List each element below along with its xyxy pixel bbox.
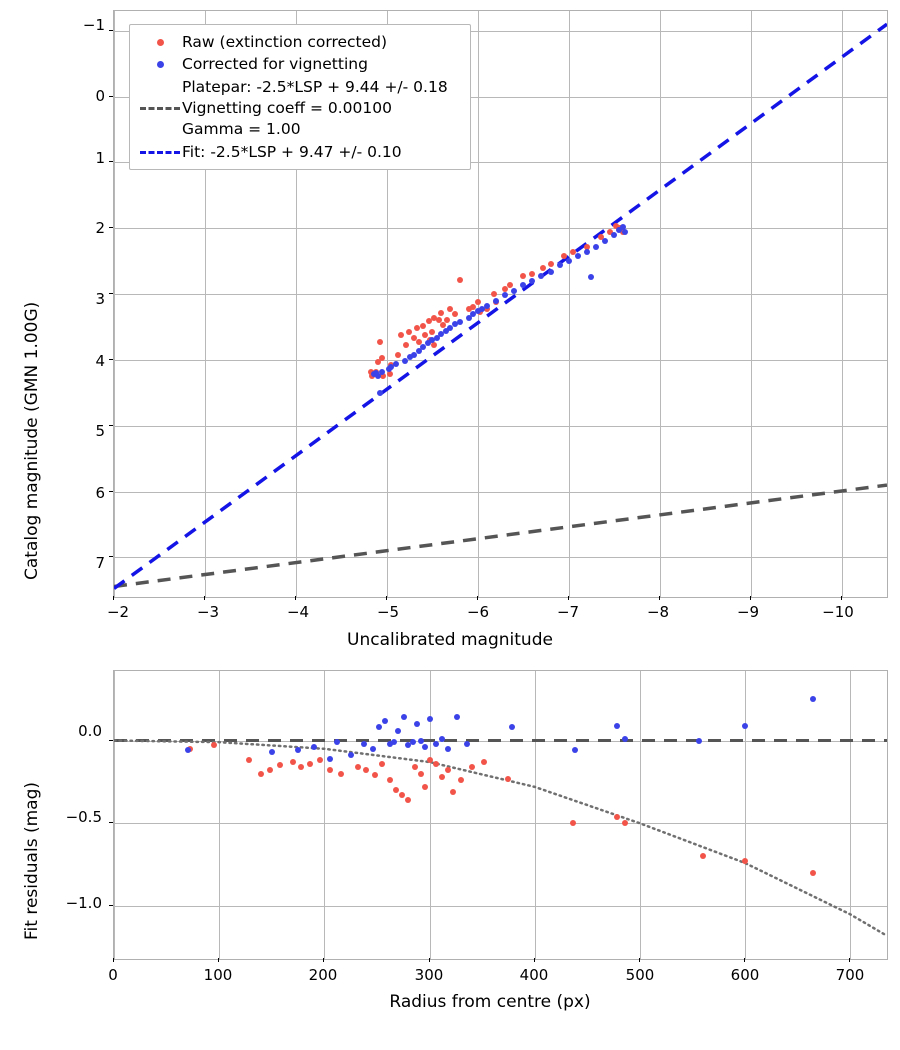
data-point bbox=[540, 265, 546, 271]
axis-tick bbox=[386, 596, 387, 600]
residual-point bbox=[267, 767, 273, 773]
residual-point bbox=[570, 820, 576, 826]
legend-marker-dashed-blue bbox=[138, 151, 182, 154]
top-x-tick: −4 bbox=[286, 603, 310, 621]
axis-tick bbox=[429, 958, 430, 962]
legend-label: Fit: -2.5*LSP + 9.47 +/- 0.10 bbox=[182, 142, 402, 161]
axis-tick bbox=[568, 596, 569, 600]
residuals-panel bbox=[0, 650, 900, 1050]
data-point bbox=[406, 329, 412, 335]
bottom-x-tick: 400 bbox=[519, 966, 549, 984]
axis-tick bbox=[113, 596, 114, 600]
axis-tick bbox=[109, 491, 113, 492]
top-y-tick: 5 bbox=[95, 422, 105, 440]
legend-marker-dot-red bbox=[138, 39, 182, 46]
residual-point bbox=[450, 789, 456, 795]
residual-point bbox=[696, 738, 702, 744]
residual-point bbox=[338, 771, 344, 777]
axis-tick bbox=[109, 822, 113, 823]
legend-entry-fit bbox=[138, 141, 462, 163]
bottom-x-tick: 0 bbox=[108, 966, 118, 984]
residual-point bbox=[418, 771, 424, 777]
axis-tick bbox=[659, 596, 660, 600]
data-point bbox=[457, 319, 463, 325]
residual-point bbox=[391, 739, 397, 745]
top-x-tick: −8 bbox=[646, 603, 670, 621]
residual-point bbox=[290, 759, 296, 765]
top-x-tick: −5 bbox=[376, 603, 400, 621]
residual-point bbox=[327, 767, 333, 773]
top-legend bbox=[129, 24, 471, 170]
data-point bbox=[375, 359, 381, 365]
residual-point bbox=[370, 746, 376, 752]
axis-tick bbox=[639, 958, 640, 962]
legend-entry-platepar bbox=[138, 75, 462, 141]
data-point bbox=[520, 273, 526, 279]
axis-tick bbox=[109, 30, 113, 31]
residual-point bbox=[379, 761, 385, 767]
axis-tick bbox=[113, 958, 114, 962]
residual-point bbox=[439, 774, 445, 780]
data-point bbox=[557, 262, 563, 268]
axis-tick bbox=[109, 556, 113, 557]
residual-point bbox=[427, 716, 433, 722]
top-y-axis-label: Catalog magnitude (GMN 1.00G) bbox=[22, 301, 42, 580]
data-point bbox=[484, 303, 490, 309]
bottom-y-tick: −0.5 bbox=[65, 808, 102, 826]
residual-point bbox=[509, 724, 515, 730]
residual-point bbox=[414, 721, 420, 727]
top-x-tick: −10 bbox=[822, 603, 854, 621]
axis-tick bbox=[849, 958, 850, 962]
data-point bbox=[511, 288, 517, 294]
bottom-x-tick: 300 bbox=[414, 966, 444, 984]
residual-point bbox=[505, 776, 511, 782]
data-point bbox=[452, 311, 458, 317]
residual-point bbox=[439, 736, 445, 742]
axis-tick bbox=[204, 596, 205, 600]
bottom-x-tick: 500 bbox=[625, 966, 655, 984]
bottom-plot-area bbox=[113, 670, 888, 960]
residual-point bbox=[410, 739, 416, 745]
top-x-tick: −9 bbox=[736, 603, 760, 621]
residual-point bbox=[258, 771, 264, 777]
residual-point bbox=[412, 764, 418, 770]
top-x-tick: −2 bbox=[106, 603, 130, 621]
fit-line-platepar bbox=[114, 485, 887, 586]
residual-point bbox=[246, 757, 252, 763]
data-point bbox=[438, 310, 444, 316]
bottom-x-tick: 600 bbox=[730, 966, 760, 984]
residual-point bbox=[387, 777, 393, 783]
data-point bbox=[395, 352, 401, 358]
top-x-tick: −7 bbox=[556, 603, 580, 621]
legend-label-line: Vignetting coeff = 0.00100 bbox=[182, 98, 392, 117]
residual-point bbox=[355, 764, 361, 770]
top-y-tick: 0 bbox=[95, 87, 105, 105]
data-point bbox=[566, 258, 572, 264]
residual-point bbox=[427, 757, 433, 763]
residual-point bbox=[622, 736, 628, 742]
plot-lines bbox=[114, 671, 887, 959]
residual-point bbox=[382, 718, 388, 724]
data-point bbox=[584, 249, 590, 255]
legend-entry-corrected bbox=[138, 53, 462, 75]
axis-tick bbox=[744, 958, 745, 962]
legend-label: Corrected for vignetting bbox=[182, 54, 368, 73]
residual-point bbox=[614, 723, 620, 729]
residual-point bbox=[393, 787, 399, 793]
residual-point bbox=[614, 814, 620, 820]
legend-marker-dot-blue bbox=[138, 61, 182, 68]
top-y-tick: 2 bbox=[95, 219, 105, 237]
legend-label: Raw (extinction corrected) bbox=[182, 32, 388, 51]
residual-point bbox=[311, 744, 317, 750]
axis-tick bbox=[841, 596, 842, 600]
axis-tick bbox=[323, 958, 324, 962]
top-y-tick: −1 bbox=[82, 16, 105, 34]
bottom-x-axis-label: Radius from centre (px) bbox=[389, 992, 591, 1012]
residual-point bbox=[307, 761, 313, 767]
axis-tick bbox=[750, 596, 751, 600]
data-point bbox=[429, 329, 435, 335]
top-x-tick: −6 bbox=[466, 603, 490, 621]
legend-marker-dashed-grey bbox=[138, 107, 182, 110]
top-x-tick: −3 bbox=[196, 603, 220, 621]
legend-label-line: Gamma = 1.00 bbox=[182, 119, 301, 138]
bottom-x-tick: 200 bbox=[308, 966, 338, 984]
axis-tick bbox=[109, 96, 113, 97]
data-point bbox=[493, 298, 499, 304]
top-y-tick: 4 bbox=[95, 352, 105, 370]
residual-point bbox=[418, 738, 424, 744]
residual-point bbox=[469, 764, 475, 770]
top-y-tick: 7 bbox=[95, 554, 105, 572]
top-x-axis-label: Uncalibrated magnitude bbox=[347, 630, 553, 650]
axis-tick bbox=[109, 740, 113, 741]
data-point bbox=[593, 244, 599, 250]
data-point bbox=[548, 269, 554, 275]
vignetting-curve bbox=[114, 741, 887, 936]
data-point bbox=[507, 282, 513, 288]
top-y-tick: 1 bbox=[95, 149, 105, 167]
data-point bbox=[475, 299, 481, 305]
axis-tick bbox=[109, 905, 113, 906]
residual-point bbox=[269, 749, 275, 755]
axis-tick bbox=[534, 958, 535, 962]
residual-point bbox=[395, 728, 401, 734]
legend-entry-raw bbox=[138, 31, 462, 53]
residual-point bbox=[433, 741, 439, 747]
axis-tick bbox=[109, 359, 113, 360]
data-point bbox=[457, 277, 463, 283]
legend-label-block bbox=[182, 77, 448, 140]
axis-tick bbox=[477, 596, 478, 600]
axis-tick bbox=[109, 227, 113, 228]
data-point bbox=[393, 361, 399, 367]
axis-tick bbox=[109, 293, 113, 294]
bottom-x-tick: 100 bbox=[203, 966, 233, 984]
bottom-y-tick: 0.0 bbox=[78, 722, 102, 740]
legend-label-line: Platepar: -2.5*LSP + 9.44 +/- 0.18 bbox=[182, 77, 448, 96]
axis-tick bbox=[295, 596, 296, 600]
top-y-tick: 6 bbox=[95, 484, 105, 502]
data-point bbox=[377, 390, 383, 396]
axis-tick bbox=[109, 161, 113, 162]
bottom-y-axis-label: Fit residuals (mag) bbox=[22, 782, 42, 940]
data-point bbox=[386, 366, 392, 372]
residual-point bbox=[742, 723, 748, 729]
data-point bbox=[575, 253, 581, 259]
data-point bbox=[611, 232, 617, 238]
bottom-y-tick: −1.0 bbox=[65, 894, 102, 912]
axis-tick bbox=[218, 958, 219, 962]
residual-point bbox=[433, 761, 439, 767]
top-y-tick: 3 bbox=[95, 290, 105, 308]
axis-tick bbox=[109, 425, 113, 426]
residual-point bbox=[327, 756, 333, 762]
bottom-x-tick: 700 bbox=[835, 966, 865, 984]
